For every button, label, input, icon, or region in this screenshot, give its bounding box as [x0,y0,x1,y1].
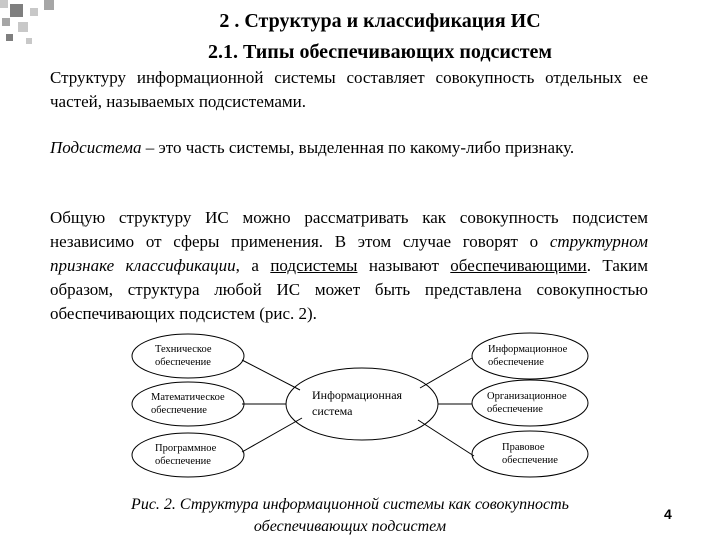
left-3-label-2: обеспечение [155,456,211,467]
center-label-2: система [312,404,353,418]
left-ellipse-1 [132,334,244,378]
term-subsystem: Подсистема [50,138,142,157]
left-2-label-2: обеспечение [151,405,207,416]
page-number: 4 [664,506,672,522]
left-2-label-1: Математическое [151,392,225,403]
right-1-label-1: Информационное [488,344,568,355]
connector-right-1 [420,358,472,388]
structure-italic: структурном признаке классификации [50,232,648,275]
connector-right-3 [418,420,474,456]
underlined-supporting: обеспечивающими [450,256,587,275]
right-ellipse-3 [472,431,588,477]
structure-text-b: , а [235,256,271,275]
left-3-label-1: Программное [155,443,217,454]
right-1-label-2: обеспечение [488,357,544,368]
figure-caption-line1: Рис. 2. Структура информационной системы как совокупность [131,496,569,513]
right-2-label-2: обеспечение [487,404,543,415]
definition-text: – это часть системы, выделенная по какому-либо признаку. [141,138,575,157]
left-ellipse-3 [132,433,244,477]
structure-text-d: . Таким образом, структура любой ИС может быть представлена совокупностью обеспечивающих подсистем (рис. 2). [50,256,648,323]
center-ellipse [286,368,438,440]
structure-text-c: называют [357,256,451,275]
right-2-label-1: Организационное [487,391,567,402]
left-1-label-2: обеспечение [155,357,211,368]
left-1-label-1: Техническое [155,344,212,355]
right-3-label-1: Правовое [502,442,545,453]
page-title-line2: 2.1. Типы обеспечивающих подсистем [207,41,553,63]
left-ellipse-2 [132,382,244,426]
figure-caption-line2: обеспечивающих подсистем [253,518,447,535]
right-3-label-2: обеспечение [502,455,558,466]
page-title-line1: 2 . Структура и классификация ИС [219,10,541,32]
center-label-1: Информационная [312,388,403,402]
right-ellipse-1 [472,333,588,379]
structure-text-a: Общую структуру ИС можно рассматривать как совокупность подсистем независимо от сферы применения. В этом случае говорят о [50,208,648,251]
connector-left-3 [242,418,302,452]
connector-left-1 [242,360,300,390]
underlined-subsystems: подсистемы [270,256,358,275]
right-ellipse-2 [472,380,588,426]
paragraph-intro: Структуру информационной системы составляет совокупность отдельных ее частей, называемых подсистемами. [50,68,648,111]
